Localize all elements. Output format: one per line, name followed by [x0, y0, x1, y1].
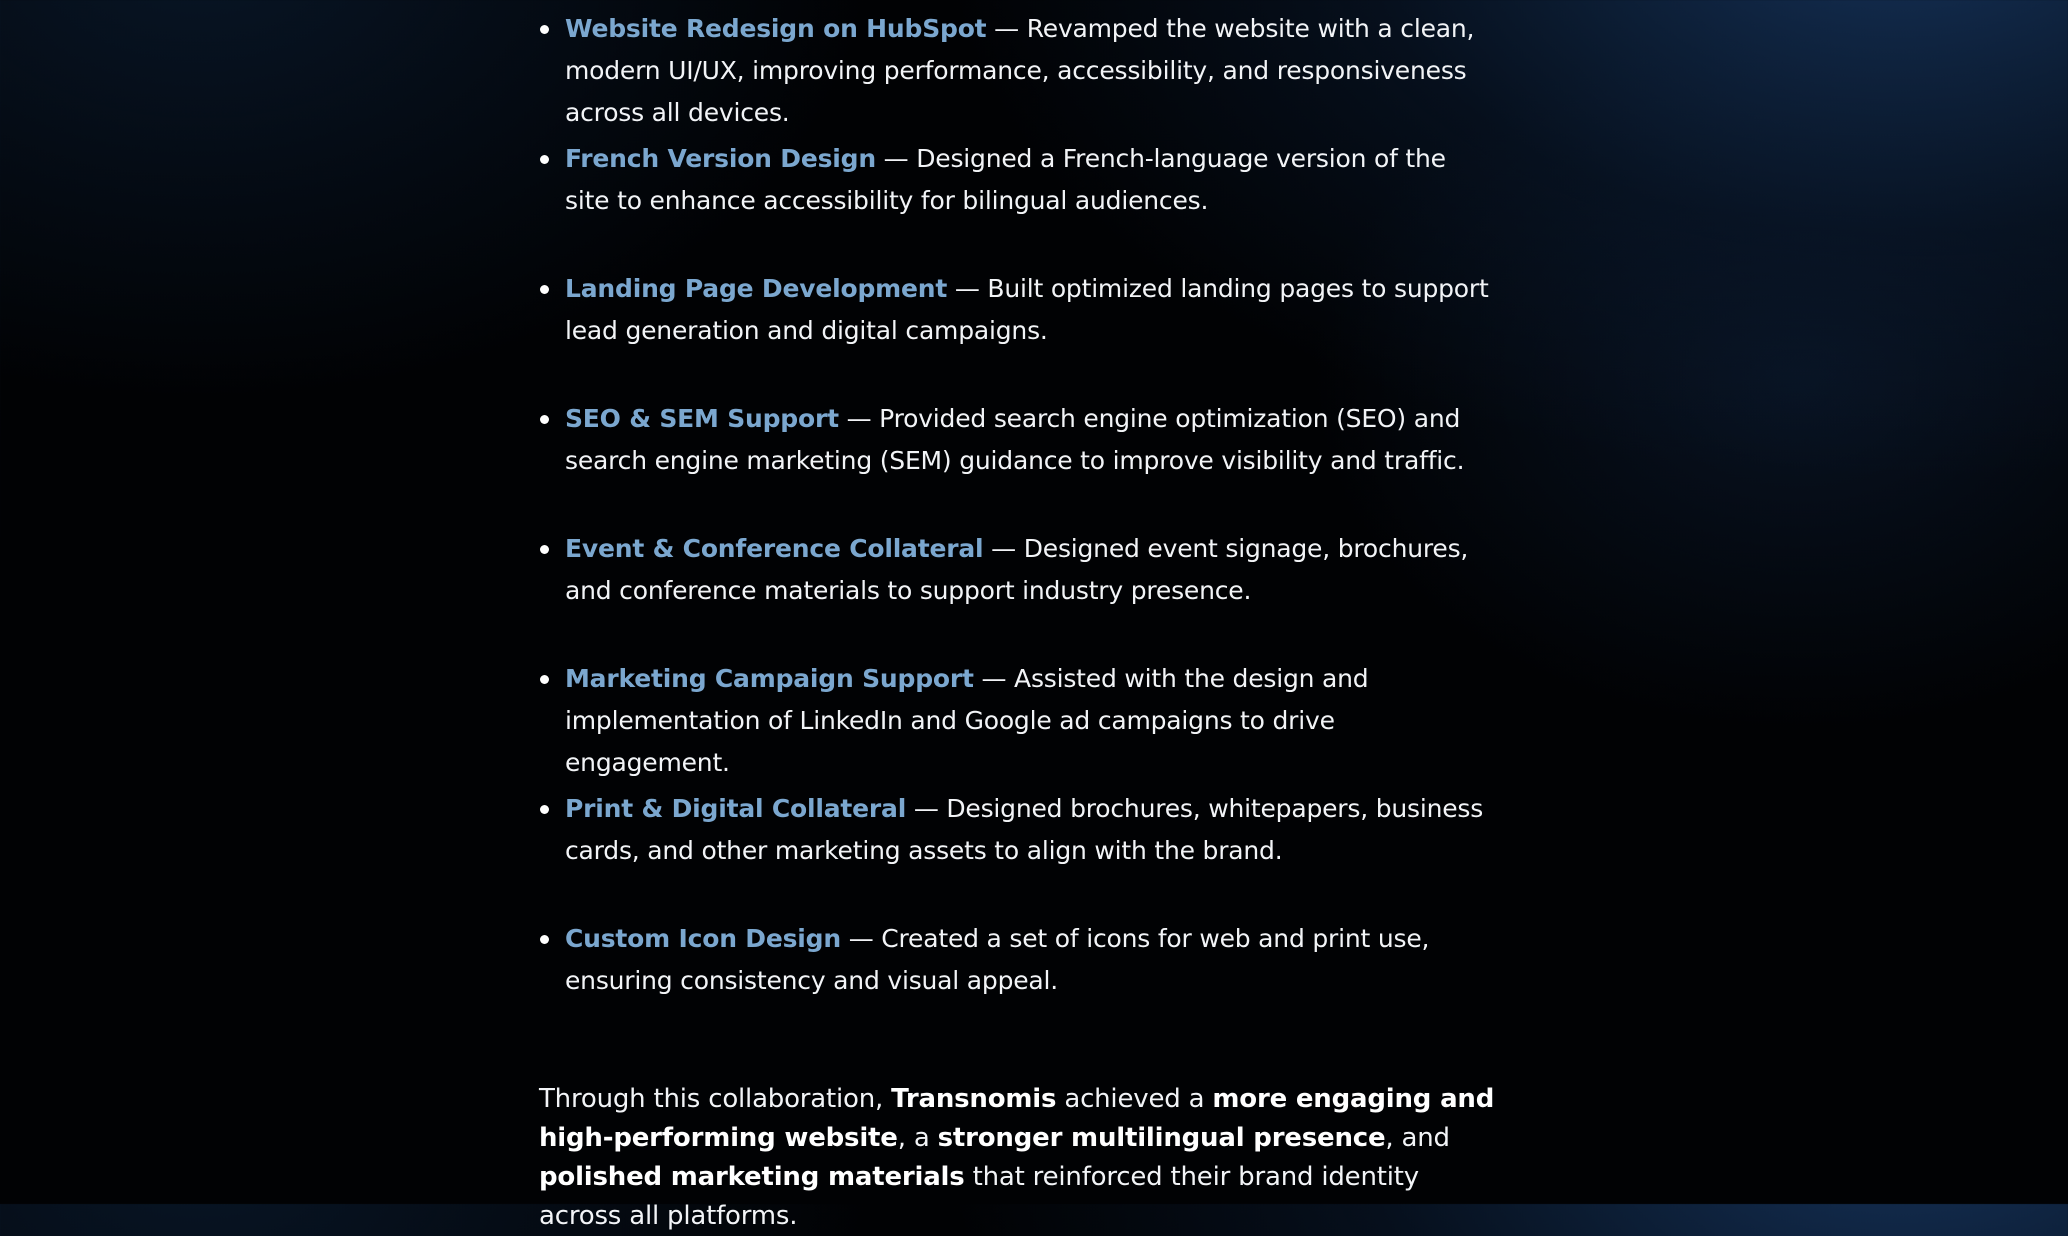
bullet-icon	[539, 268, 549, 310]
summary-achieved: achieved a	[1056, 1084, 1213, 1114]
client-name: Transnomis	[891, 1084, 1057, 1114]
list-item	[539, 8, 1497, 134]
summary-paragraph	[539, 1080, 1497, 1236]
item-title: SEO & SEM Support	[565, 404, 839, 433]
item-description: — Created a set of icons for web and print use, ensuring consistency and visual appeal.	[565, 924, 1430, 995]
item-description: — Designed event signage, brochures, and conference materials to support industry presence.	[565, 534, 1469, 605]
item-description: — Revamped the website with a clean, modern UI/UX, improving performance, accessibility, and responsiveness across all devices.	[565, 14, 1475, 127]
item-description: — Built optimized landing pages to support lead generation and digital campaigns.	[565, 274, 1489, 345]
bullet-icon	[539, 398, 549, 440]
item-title: Event & Conference Collateral	[565, 534, 984, 563]
item-title: Print & Digital Collateral	[565, 794, 907, 823]
list-item	[539, 138, 1497, 222]
item-title: Custom Icon Design	[565, 924, 841, 953]
bullet-icon	[539, 918, 549, 960]
list-item	[539, 528, 1497, 612]
bullet-icon	[539, 788, 549, 830]
list-item	[539, 788, 1497, 872]
summary-separator: , a	[897, 1123, 938, 1153]
item-title: Marketing Campaign Support	[565, 664, 974, 693]
item-description: — Assisted with the design and implementation of LinkedIn and Google ad campaigns to drive engagement.	[565, 664, 1369, 777]
result-multilingual: stronger multilingual presence	[937, 1123, 1386, 1153]
item-title: Landing Page Development	[565, 274, 948, 303]
result-website: more engaging and high-performing website	[539, 1084, 1495, 1153]
item-description: — Designed brochures, whitepapers, business cards, and other marketing assets to align with the brand.	[565, 794, 1484, 865]
summary-separator: , and	[1385, 1123, 1450, 1153]
summary-intro: Through this collaboration,	[539, 1084, 892, 1114]
result-marketing: polished marketing materials	[539, 1162, 965, 1192]
list-item	[539, 918, 1497, 1002]
bullet-icon	[539, 138, 549, 180]
item-title: French Version Design	[565, 144, 876, 173]
summary-outro: that reinforced their brand identity across all platforms.	[539, 1162, 1419, 1231]
bullet-icon	[539, 8, 549, 50]
list-item	[539, 658, 1497, 784]
item-description: — Provided search engine optimization (SEO) and search engine marketing (SEM) guidance to improve visibility and traffic.	[565, 404, 1465, 475]
item-title: Website Redesign on HubSpot	[565, 14, 987, 43]
bullet-icon	[539, 528, 549, 570]
list-item	[539, 268, 1497, 352]
list-item	[539, 398, 1497, 482]
bullet-icon	[539, 658, 549, 700]
item-description: — Designed a French-language version of the site to enhance accessibility for bilingual audiences.	[565, 144, 1446, 215]
